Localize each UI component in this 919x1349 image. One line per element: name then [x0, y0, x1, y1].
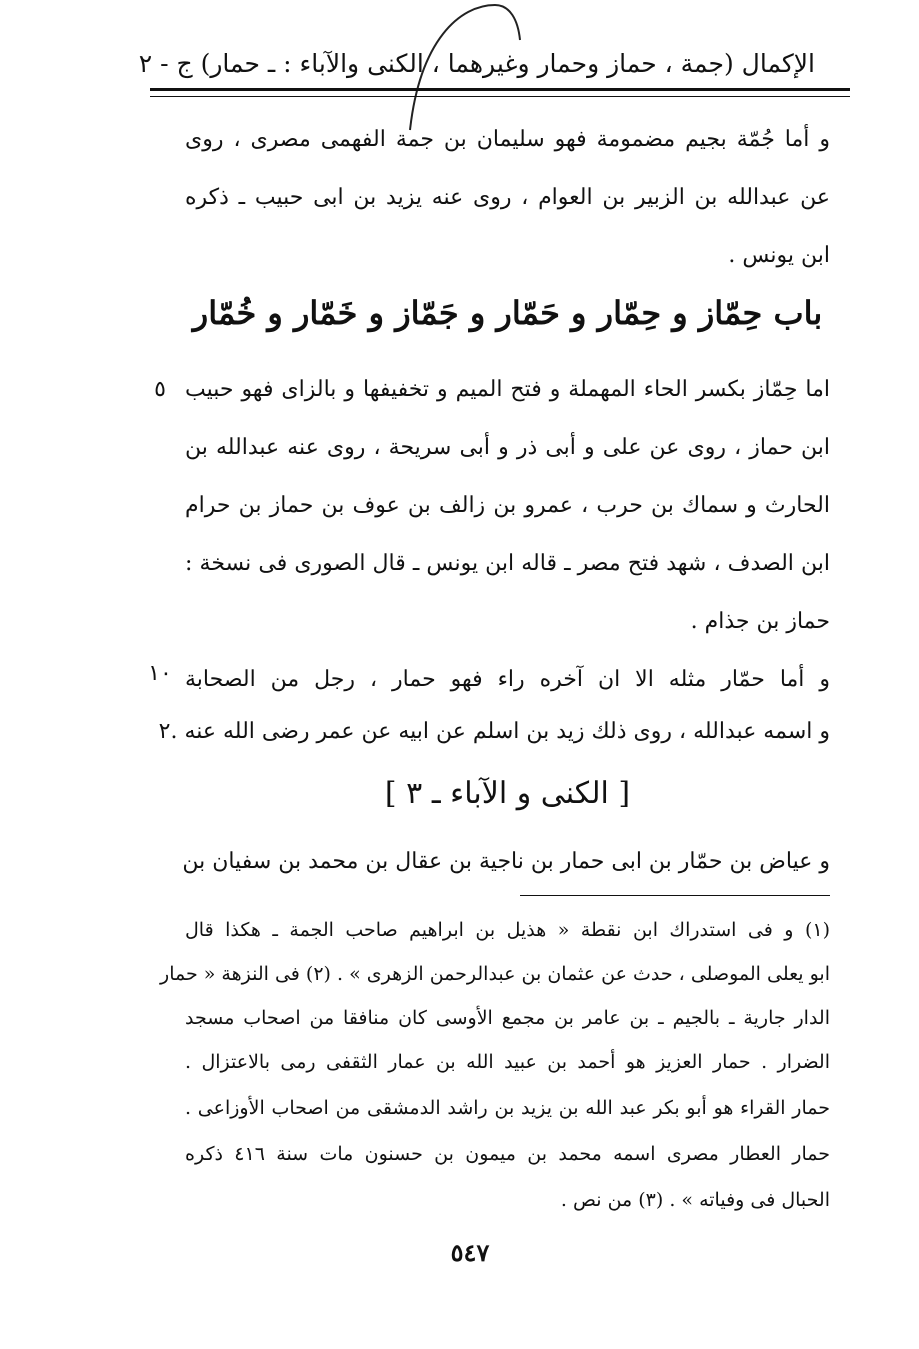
text-line: عن عبدالله بن الزبير بن العوام ، روى عنه يزيد بن ابى حبيب ـ ذكره — [185, 185, 830, 210]
text-line: الحارث و سماك بن حرب ، عمرو بن زالف بن عوف بن حماز بن حرام — [185, 493, 830, 518]
text-line: ابن حماز ، روى عن على و أبى ذر و أبى سريحة ، روى عنه عبدالله بن — [185, 435, 830, 460]
text-line: و اسمه عبدالله ، روى ذلك زيد بن اسلم عن ابيه عن عمر رضى الله عنه .٢ — [158, 719, 830, 744]
footnote-line: ابو يعلى الموصلى ، حدث عن عثمان بن عبدالرحمن الزهرى » . (٢) فى النزهة « حمار — [160, 963, 830, 985]
footnote-rule — [520, 895, 830, 896]
footnote-line: الحبال فى وفياته » . (٣) من نص . — [560, 1189, 830, 1211]
line-number-marker: ١٠ — [148, 661, 172, 686]
footnote-line: حمار القراء هو أبو بكر عبد الله بن يزيد بن راشد الدمشقى من اصحاب الأوزاعى . — [185, 1097, 830, 1119]
footnote-line: الدار جارية ـ بالجيم ـ بن عامر بن مجمع الأوسى كان منافقا من اصحاب مسجد — [185, 1007, 830, 1029]
text-line: ابن يونس . — [728, 243, 830, 268]
footnote-line: (١) و فى استدراك ابن نقطة « هذيل بن ابراهيم صاحب الجمة ـ هكذا قال — [185, 919, 830, 941]
text-line: و أما حمّار مثله الا ان آخره راء فهو حمار ، رجل من الصحابة — [185, 667, 830, 692]
running-header: الإكمال (جمة ، حماز وحمار وغيرهما ، الكنى والآباء : ـ حمار) ج - ٢ — [138, 49, 815, 78]
footnote-line: الضرار . حمار العزيز هو أحمد بن عبيد الله بن عمار الثقفى رمى بالاعتزال . — [185, 1051, 830, 1073]
header-rule-thick — [150, 88, 850, 91]
text-line: ابن الصدف ، شهد فتح مصر ـ قاله ابن يونس ـ قال الصورى فى نسخة : — [185, 551, 830, 576]
header-rule-thin — [150, 96, 850, 97]
footnote-line: حمار العطار مصرى اسمه محمد بن ميمون بن حسنون مات سنة ٤١٦ ذكره — [185, 1143, 831, 1165]
text-line: و عياض بن حمّار بن ابى حمار بن ناجية بن عقال بن محمد بن سفيان بن — [182, 849, 830, 874]
page-number: ٥٤٧ — [450, 1238, 490, 1267]
text-line: اما حِمّاز بكسر الحاء المهملة و فتح الميم و تخفيفها و بالزاى فهو حبيب — [185, 377, 830, 402]
text-line: حماز بن جذام . — [690, 609, 830, 634]
kunya-heading: [ الكنى و الآباء ـ ٣ ] — [384, 776, 631, 811]
line-number-marker: ٥ — [154, 377, 166, 402]
chapter-heading: باب حِمّاز و حِمّار و حَمّار و جَمّاز و خَمّار و خُمّار — [192, 294, 823, 332]
text-line: و أما جُمّة بجيم مضمومة فهو سليمان بن جمة الفهمى مصرى ، روى — [185, 127, 830, 152]
